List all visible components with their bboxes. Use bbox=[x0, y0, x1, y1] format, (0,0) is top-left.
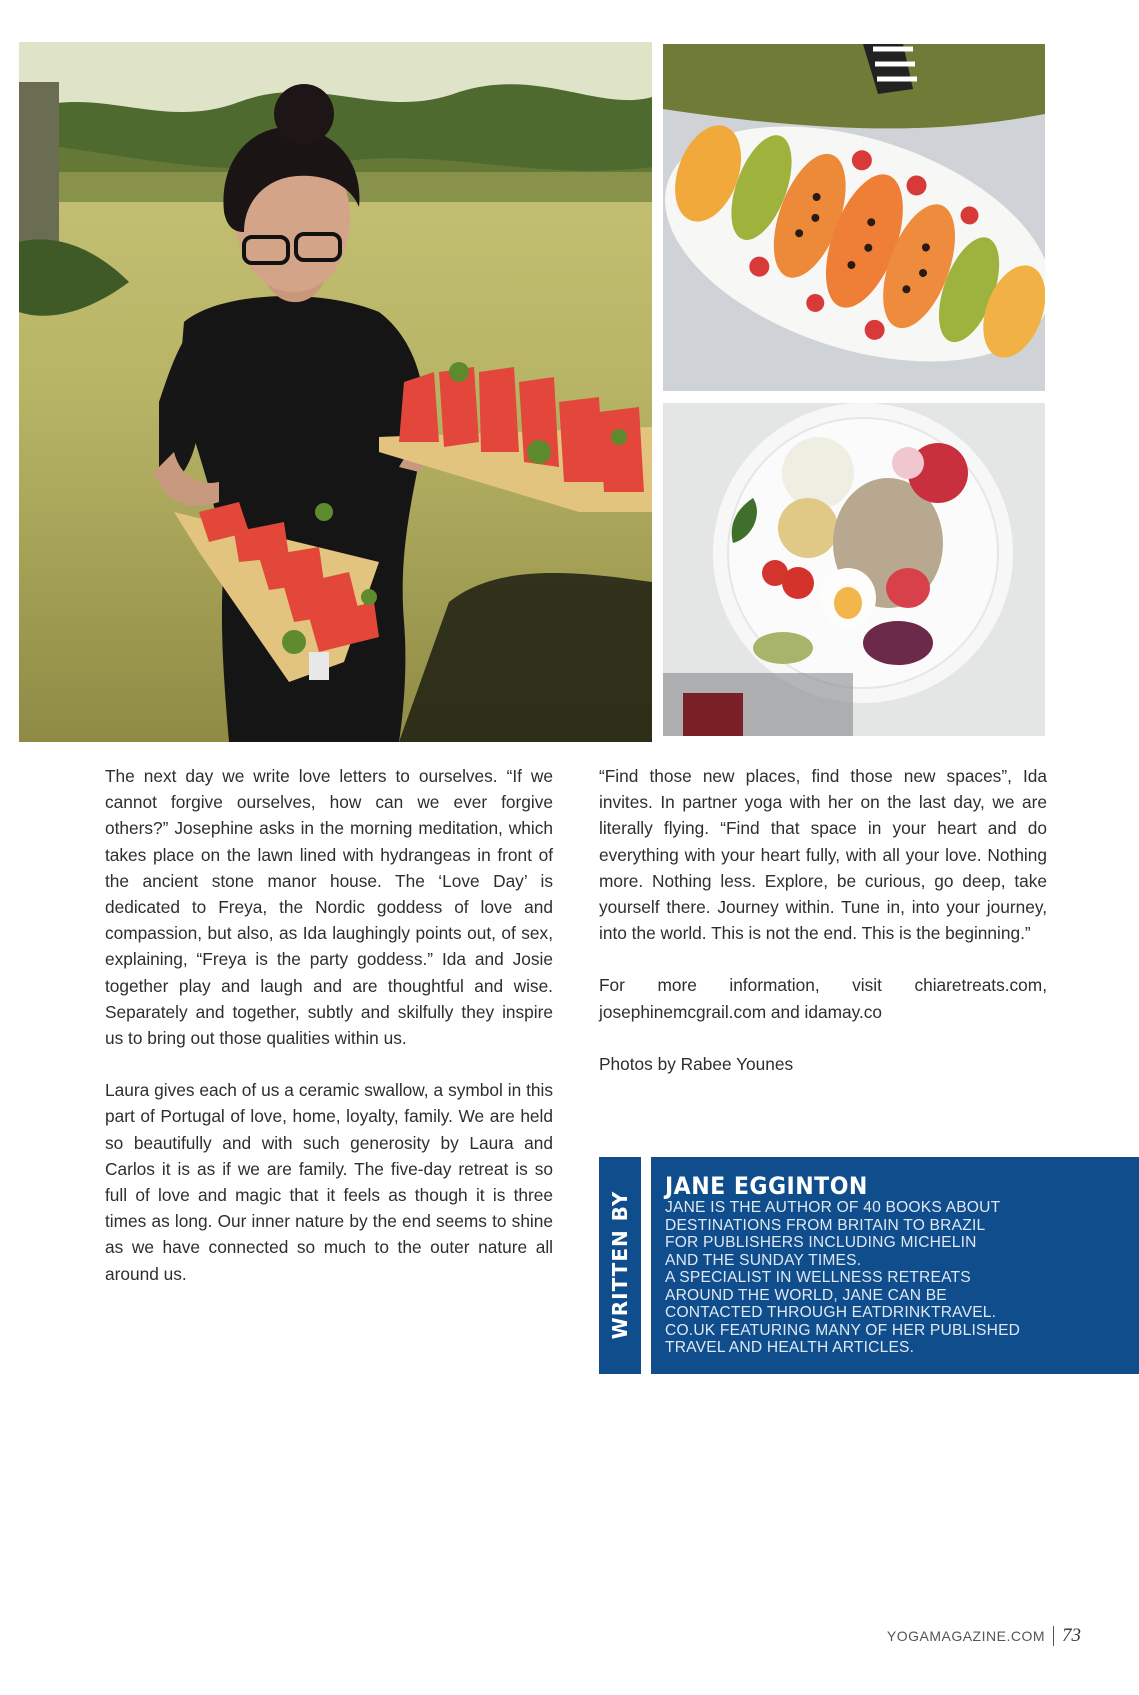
author-bio-line: FOR PUBLISHERS INCLUDING MICHELIN bbox=[665, 1234, 977, 1251]
article-paragraph: “Find those new places, find those new spaces”, Ida invites. In partner yoga with her on the last day, we are literally flying. “Find that space in your heart and do everything with your heart fully, with all your love. Nothing more. Nothing less. Explore, be curious, go deep, take yourself there. Journey within. Tune in, into your journey, into the world. This is not the end. This is the beginning.” bbox=[599, 766, 1047, 944]
article-column-right bbox=[599, 763, 1047, 1103]
author-bio-line: AROUND THE WORLD, JANE CAN BE bbox=[665, 1286, 947, 1304]
footer-divider bbox=[1053, 1626, 1054, 1646]
author-bio-line: A SPECIALIST IN WELLNESS RETREATS bbox=[665, 1269, 971, 1286]
photo-salad-bowl bbox=[663, 403, 1045, 736]
author-name: JANE EGGINTON bbox=[665, 1172, 868, 1200]
photo-woman-with-watermelon bbox=[19, 42, 652, 742]
author-bio-line: JANE IS THE AUTHOR OF 40 BOOKS ABOUT bbox=[665, 1199, 1001, 1216]
author-bio-line: CONTACTED THROUGH EATDRINKTRAVEL. bbox=[665, 1304, 997, 1321]
author-bio-line: DESTINATIONS FROM BRITAIN TO BRAZIL bbox=[665, 1216, 986, 1234]
page-number: 73 bbox=[1062, 1625, 1081, 1646]
article-paragraph: Laura gives each of us a ceramic swallow, a symbol in this part of Portugal of love, home, loyalty, family. We are held so beautifully and with such generosity by Laura and Carlos it is as if we are family. The five-day retreat is so full of love and magic that it feels as though it is three times as long. Our inner nature by the end seems to shine as we have connected so much to the outer nature all around us. bbox=[105, 1080, 553, 1284]
more-info-paragraph: For more information, visit chiaretreats.com, josephinemcgrail.com and idamay.co bbox=[599, 975, 1047, 1022]
footer-site-name: YOGAMAGAZINE.COM bbox=[886, 1628, 1045, 1644]
article-column-left bbox=[105, 763, 553, 1313]
photo-credit: Photos by Rabee Younes bbox=[599, 1053, 794, 1074]
written-by-label: WRITTEN BY bbox=[608, 1190, 632, 1340]
author-bio-line: CO.UK FEATURING MANY OF HER PUBLISHED bbox=[665, 1321, 1021, 1339]
author-bio bbox=[665, 1199, 1135, 1357]
author-main-panel bbox=[651, 1157, 1139, 1374]
photo-fruit-platter bbox=[663, 44, 1045, 391]
author-bio-box bbox=[599, 1157, 1139, 1374]
page-footer bbox=[887, 1625, 1081, 1647]
article-paragraph: The next day we write love letters to ourselves. “If we cannot forgive ourselves, how can we ever forgive others?” Josephine asks in the morning meditation, which takes place on the lawn lined with hydrangeas in front of the ancient stone manor house. The ‘Love Day’ is dedicated to Freya, the Nordic goddess of love and compassion, but also, as Ida laughingly points out, of sex, explaining, “Freya is the party goddess.” Ida and Josie together play and laugh and are thoughtful and wise. Separately and together, subtly and skilfully they inspire us to bring out those qualities within us. bbox=[105, 766, 553, 1049]
author-bio-line: TRAVEL AND HEALTH ARTICLES. bbox=[665, 1339, 915, 1356]
author-side-panel bbox=[599, 1157, 641, 1374]
author-bio-line: AND THE SUNDAY TIMES. bbox=[665, 1251, 862, 1269]
